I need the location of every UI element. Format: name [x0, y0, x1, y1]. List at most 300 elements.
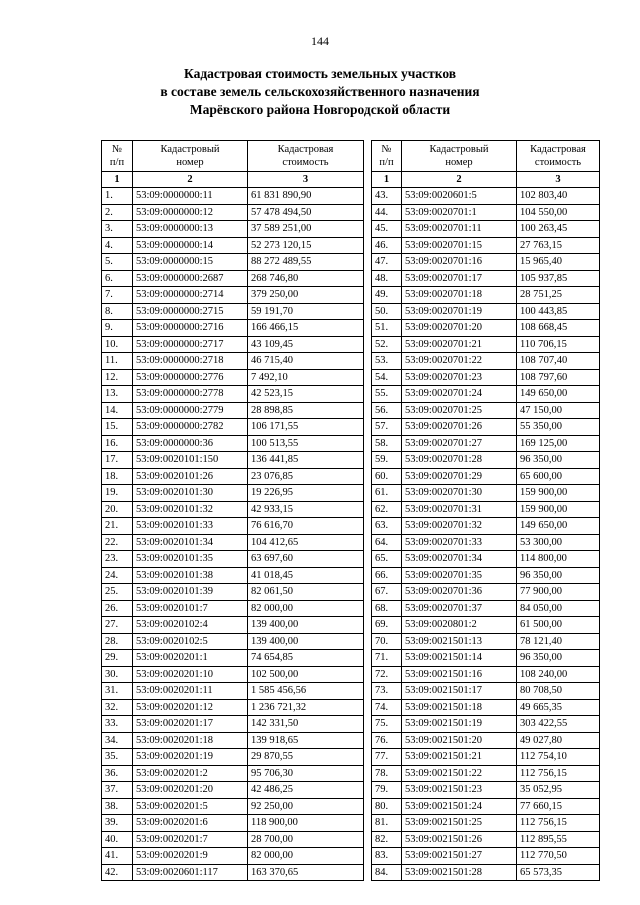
cadastral-number: 53:09:0020201:9 — [133, 848, 248, 865]
cadastral-number: 53:09:0020701:26 — [402, 419, 517, 436]
cadastral-cost: 112 895,55 — [517, 831, 600, 848]
cadastral-number: 53:09:0020701:33 — [402, 534, 517, 551]
cadastral-cost: 149 650,00 — [517, 518, 600, 535]
table-row — [102, 221, 364, 238]
cadastral-cost: 76 616,70 — [248, 518, 364, 535]
cadastral-number: 53:09:0020701:19 — [402, 303, 517, 320]
cadastral-cost: 7 492,10 — [248, 369, 364, 386]
cadastral-cost: 92 250,00 — [248, 798, 364, 815]
row-number: 50. — [372, 303, 402, 320]
table-row — [102, 518, 364, 535]
row-number: 62. — [372, 501, 402, 518]
table-row — [372, 584, 600, 601]
row-number: 81. — [372, 815, 402, 832]
table-row — [372, 188, 600, 205]
table-row — [102, 204, 364, 221]
table-row — [102, 666, 364, 683]
row-number: 60. — [372, 468, 402, 485]
cadastral-cost: 49 665,35 — [517, 699, 600, 716]
column-number-row — [102, 172, 364, 188]
row-number: 53. — [372, 353, 402, 370]
cadastral-number: 53:09:0020701:1 — [402, 204, 517, 221]
cadastral-cost: 102 500,00 — [248, 666, 364, 683]
cadastral-cost: 49 027,80 — [517, 732, 600, 749]
cadastral-number: 53:09:0021501:20 — [402, 732, 517, 749]
cadastral-cost: 108 668,45 — [517, 320, 600, 337]
table-row — [102, 815, 364, 832]
cadastral-cost: 114 800,00 — [517, 551, 600, 568]
row-number: 1. — [102, 188, 133, 205]
row-number: 10. — [102, 336, 133, 353]
cadastral-cost: 77 660,15 — [517, 798, 600, 815]
cadastral-cost: 28 751,25 — [517, 287, 600, 304]
cadastral-table-left — [101, 140, 364, 881]
table-row — [102, 567, 364, 584]
cadastral-number: 53:09:0021501:27 — [402, 848, 517, 865]
cadastral-number: 53:09:0000000:2779 — [133, 402, 248, 419]
row-number: 8. — [102, 303, 133, 320]
row-number: 46. — [372, 237, 402, 254]
cadastral-number: 53:09:0020701:29 — [402, 468, 517, 485]
table-row — [102, 831, 364, 848]
row-number: 68. — [372, 600, 402, 617]
row-number: 48. — [372, 270, 402, 287]
cadastral-cost: 100 263,45 — [517, 221, 600, 238]
cadastral-number: 53:09:0021501:24 — [402, 798, 517, 815]
cadastral-cost: 23 076,85 — [248, 468, 364, 485]
row-number: 55. — [372, 386, 402, 403]
cadastral-number: 53:09:0020101:39 — [133, 584, 248, 601]
cadastral-cost: 118 900,00 — [248, 815, 364, 832]
table-row — [372, 518, 600, 535]
table-row — [372, 650, 600, 667]
cadastral-number: 53:09:0020201:1 — [133, 650, 248, 667]
table-row — [102, 320, 364, 337]
table-row — [102, 600, 364, 617]
table-row — [102, 188, 364, 205]
cadastral-cost: 96 350,00 — [517, 567, 600, 584]
row-number: 41. — [102, 848, 133, 865]
cadastral-cost: 28 700,00 — [248, 831, 364, 848]
row-number: 40. — [102, 831, 133, 848]
colnum-1: 1 — [372, 172, 402, 188]
cadastral-number: 53:09:0020101:38 — [133, 567, 248, 584]
cadastral-number: 53:09:0021501:23 — [402, 782, 517, 799]
table-row — [372, 666, 600, 683]
row-number: 69. — [372, 617, 402, 634]
table-row — [102, 287, 364, 304]
cadastral-cost: 1 585 456,56 — [248, 683, 364, 700]
cadastral-number: 53:09:0020701:24 — [402, 386, 517, 403]
table-row — [372, 749, 600, 766]
cadastral-cost: 42 523,15 — [248, 386, 364, 403]
cadastral-number: 53:09:0020701:37 — [402, 600, 517, 617]
row-number: 70. — [372, 633, 402, 650]
row-number: 18. — [102, 468, 133, 485]
row-number: 19. — [102, 485, 133, 502]
cadastral-number: 53:09:0000000:14 — [133, 237, 248, 254]
cadastral-cost: 61 831 890,90 — [248, 188, 364, 205]
cadastral-cost: 268 746,80 — [248, 270, 364, 287]
row-number: 61. — [372, 485, 402, 502]
cadastral-number: 53:09:0021501:22 — [402, 765, 517, 782]
cadastral-number: 53:09:0020201:2 — [133, 765, 248, 782]
table-row — [372, 782, 600, 799]
row-number: 4. — [102, 237, 133, 254]
cadastral-number: 53:09:0021501:13 — [402, 633, 517, 650]
cadastral-cost: 112 754,10 — [517, 749, 600, 766]
cadastral-number: 53:09:0020201:11 — [133, 683, 248, 700]
table-row — [102, 749, 364, 766]
cadastral-number: 53:09:0020701:31 — [402, 501, 517, 518]
header-cadastral-cost: Кадастровая стоимость — [248, 141, 364, 172]
row-number: 39. — [102, 815, 133, 832]
cadastral-cost: 163 370,65 — [248, 864, 364, 881]
row-number: 71. — [372, 650, 402, 667]
row-number: 26. — [102, 600, 133, 617]
header-cadastral-number: Кадастровый номер — [402, 141, 517, 172]
colnum-1: 1 — [102, 172, 133, 188]
row-number: 22. — [102, 534, 133, 551]
cadastral-number: 53:09:0020701:27 — [402, 435, 517, 452]
cadastral-number: 53:09:0020201:17 — [133, 716, 248, 733]
row-number: 80. — [372, 798, 402, 815]
title-line-2: в составе земель сельскохозяйственного назначения — [160, 84, 480, 99]
cadastral-cost: 78 121,40 — [517, 633, 600, 650]
table-row — [372, 221, 600, 238]
row-number: 6. — [102, 270, 133, 287]
cadastral-cost: 96 350,00 — [517, 452, 600, 469]
cadastral-cost: 55 350,00 — [517, 419, 600, 436]
table-row — [372, 452, 600, 469]
row-number: 25. — [102, 584, 133, 601]
cadastral-number: 53:09:0021501:25 — [402, 815, 517, 832]
header-cadastral-number: Кадастровый номер — [133, 141, 248, 172]
table-row — [102, 864, 364, 881]
table-row — [102, 336, 364, 353]
cadastral-number: 53:09:0020101:26 — [133, 468, 248, 485]
table-row — [102, 551, 364, 568]
cadastral-cost: 169 125,00 — [517, 435, 600, 452]
table-row — [372, 336, 600, 353]
table-row — [102, 765, 364, 782]
cadastral-number: 53:09:0021501:19 — [402, 716, 517, 733]
table-row — [102, 270, 364, 287]
table-row — [102, 435, 364, 452]
cadastral-number: 53:09:0020701:22 — [402, 353, 517, 370]
table-row — [372, 501, 600, 518]
table-row — [372, 699, 600, 716]
cadastral-number: 53:09:0020201:18 — [133, 732, 248, 749]
cadastral-cost: 82 000,00 — [248, 848, 364, 865]
table-row — [102, 650, 364, 667]
cadastral-number: 53:09:0020101:33 — [133, 518, 248, 535]
cadastral-cost: 47 150,00 — [517, 402, 600, 419]
cadastral-number: 53:09:0020101:34 — [133, 534, 248, 551]
row-number: 76. — [372, 732, 402, 749]
colnum-3: 3 — [248, 172, 364, 188]
row-number: 65. — [372, 551, 402, 568]
row-number: 5. — [102, 254, 133, 271]
row-number: 20. — [102, 501, 133, 518]
cadastral-cost: 166 466,15 — [248, 320, 364, 337]
cadastral-cost: 95 706,30 — [248, 765, 364, 782]
cadastral-cost: 139 400,00 — [248, 617, 364, 634]
row-number: 11. — [102, 353, 133, 370]
table-row — [102, 798, 364, 815]
cadastral-number: 53:09:0020701:11 — [402, 221, 517, 238]
cadastral-cost: 106 171,55 — [248, 419, 364, 436]
row-number: 15. — [102, 419, 133, 436]
table-row — [372, 815, 600, 832]
row-number: 32. — [102, 699, 133, 716]
cadastral-number: 53:09:0020601:5 — [402, 188, 517, 205]
cadastral-number: 53:09:0020201:10 — [133, 666, 248, 683]
colnum-2: 2 — [402, 172, 517, 188]
cadastral-cost: 1 236 721,32 — [248, 699, 364, 716]
cadastral-number: 53:09:0020701:20 — [402, 320, 517, 337]
cadastral-number: 53:09:0020101:30 — [133, 485, 248, 502]
cadastral-number: 53:09:0020701:28 — [402, 452, 517, 469]
cadastral-number: 53:09:0000000:2778 — [133, 386, 248, 403]
cadastral-number: 53:09:0020201:12 — [133, 699, 248, 716]
cadastral-number: 53:09:0021501:16 — [402, 666, 517, 683]
row-number: 47. — [372, 254, 402, 271]
cadastral-number: 53:09:0021501:21 — [402, 749, 517, 766]
header-row — [102, 141, 364, 172]
title-line-1: Кадастровая стоимость земельных участков — [183, 66, 457, 81]
cadastral-number: 53:09:0020201:20 — [133, 782, 248, 799]
cadastral-number: 53:09:0021501:26 — [402, 831, 517, 848]
table-row — [372, 270, 600, 287]
table-row — [372, 848, 600, 865]
header-no: № п/п — [372, 141, 402, 172]
cadastral-cost: 65 573,35 — [517, 864, 600, 881]
cadastral-number: 53:09:0020601:117 — [133, 864, 248, 881]
cadastral-number: 53:09:0020102:4 — [133, 617, 248, 634]
table-row — [372, 369, 600, 386]
cadastral-cost: 108 707,40 — [517, 353, 600, 370]
table-row — [102, 584, 364, 601]
row-number: 83. — [372, 848, 402, 865]
table-row — [102, 419, 364, 436]
cadastral-cost: 15 965,40 — [517, 254, 600, 271]
table-row — [102, 468, 364, 485]
table-row — [372, 320, 600, 337]
cadastral-cost: 28 898,85 — [248, 402, 364, 419]
table-row — [102, 534, 364, 551]
row-number: 82. — [372, 831, 402, 848]
table-row — [102, 617, 364, 634]
table-row — [372, 386, 600, 403]
cadastral-cost: 59 191,70 — [248, 303, 364, 320]
cadastral-cost: 379 250,00 — [248, 287, 364, 304]
cadastral-table-right — [371, 140, 600, 881]
cadastral-number: 53:09:0020101:35 — [133, 551, 248, 568]
table-row — [372, 716, 600, 733]
colnum-2: 2 — [133, 172, 248, 188]
cadastral-number: 53:09:0000000:13 — [133, 221, 248, 238]
cadastral-number: 53:09:0020701:35 — [402, 567, 517, 584]
table-row — [102, 386, 364, 403]
cadastral-number: 53:09:0000000:2716 — [133, 320, 248, 337]
row-number: 42. — [102, 864, 133, 881]
cadastral-number: 53:09:0020701:32 — [402, 518, 517, 535]
row-number: 33. — [102, 716, 133, 733]
cadastral-number: 53:09:0020801:2 — [402, 617, 517, 634]
cadastral-cost: 88 272 489,55 — [248, 254, 364, 271]
cadastral-number: 53:09:0000000:2717 — [133, 336, 248, 353]
cadastral-cost: 63 697,60 — [248, 551, 364, 568]
cadastral-cost: 142 331,50 — [248, 716, 364, 733]
cadastral-cost: 112 756,15 — [517, 815, 600, 832]
cadastral-cost: 29 870,55 — [248, 749, 364, 766]
table-row — [372, 237, 600, 254]
table-row — [102, 699, 364, 716]
row-number: 31. — [102, 683, 133, 700]
row-number: 35. — [102, 749, 133, 766]
row-number: 56. — [372, 402, 402, 419]
row-number: 24. — [102, 567, 133, 584]
row-number: 67. — [372, 584, 402, 601]
cadastral-cost: 102 803,40 — [517, 188, 600, 205]
cadastral-number: 53:09:0020101:32 — [133, 501, 248, 518]
row-number: 12. — [102, 369, 133, 386]
cadastral-number: 53:09:0020701:21 — [402, 336, 517, 353]
page-number: 144 — [311, 34, 329, 48]
row-number: 16. — [102, 435, 133, 452]
row-number: 63. — [372, 518, 402, 535]
cadastral-cost: 46 715,40 — [248, 353, 364, 370]
cadastral-number: 53:09:0000000:2714 — [133, 287, 248, 304]
table-row — [372, 732, 600, 749]
cadastral-cost: 108 797,60 — [517, 369, 600, 386]
cadastral-number: 53:09:0020201:6 — [133, 815, 248, 832]
cadastral-number: 53:09:0021501:18 — [402, 699, 517, 716]
cadastral-cost: 104 550,00 — [517, 204, 600, 221]
cadastral-cost: 41 018,45 — [248, 567, 364, 584]
row-number: 38. — [102, 798, 133, 815]
table-row — [372, 435, 600, 452]
row-number: 54. — [372, 369, 402, 386]
table-row — [372, 254, 600, 271]
row-number: 77. — [372, 749, 402, 766]
cadastral-cost: 105 937,85 — [517, 270, 600, 287]
row-number: 57. — [372, 419, 402, 436]
table-row — [102, 237, 364, 254]
table-row — [102, 485, 364, 502]
row-number: 3. — [102, 221, 133, 238]
cadastral-number: 53:09:0020701:34 — [402, 551, 517, 568]
table-row — [372, 353, 600, 370]
cadastral-number: 53:09:0020101:7 — [133, 600, 248, 617]
cadastral-cost: 100 443,85 — [517, 303, 600, 320]
cadastral-cost: 108 240,00 — [517, 666, 600, 683]
cadastral-number: 53:09:0021501:14 — [402, 650, 517, 667]
cadastral-cost: 112 770,50 — [517, 848, 600, 865]
cadastral-number: 53:09:0020701:36 — [402, 584, 517, 601]
cadastral-cost: 82 061,50 — [248, 584, 364, 601]
cadastral-cost: 104 412,65 — [248, 534, 364, 551]
row-number: 34. — [102, 732, 133, 749]
cadastral-cost: 74 654,85 — [248, 650, 364, 667]
row-number: 36. — [102, 765, 133, 782]
row-number: 29. — [102, 650, 133, 667]
table-row — [102, 254, 364, 271]
table-row — [372, 204, 600, 221]
row-number: 17. — [102, 452, 133, 469]
cadastral-number: 53:09:0020701:23 — [402, 369, 517, 386]
table-row — [102, 683, 364, 700]
cadastral-number: 53:09:0000000:11 — [133, 188, 248, 205]
table-row — [372, 617, 600, 634]
row-number: 30. — [102, 666, 133, 683]
cadastral-number: 53:09:0000000:36 — [133, 435, 248, 452]
row-number: 78. — [372, 765, 402, 782]
table-row — [102, 303, 364, 320]
cadastral-cost: 53 300,00 — [517, 534, 600, 551]
cadastral-number: 53:09:0020701:17 — [402, 270, 517, 287]
cadastral-number: 53:09:0020701:18 — [402, 287, 517, 304]
table-row — [102, 782, 364, 799]
cadastral-cost: 82 000,00 — [248, 600, 364, 617]
row-number: 72. — [372, 666, 402, 683]
table-row — [102, 369, 364, 386]
table-row — [102, 402, 364, 419]
cadastral-cost: 303 422,55 — [517, 716, 600, 733]
cadastral-number: 53:09:0020701:16 — [402, 254, 517, 271]
table-row — [372, 402, 600, 419]
cadastral-number: 53:09:0000000:2718 — [133, 353, 248, 370]
table-row — [372, 600, 600, 617]
table-row — [102, 633, 364, 650]
row-number: 64. — [372, 534, 402, 551]
table-row — [372, 831, 600, 848]
cadastral-cost: 96 350,00 — [517, 650, 600, 667]
cadastral-number: 53:09:0000000:12 — [133, 204, 248, 221]
cadastral-number: 53:09:0000000:2715 — [133, 303, 248, 320]
row-number: 43. — [372, 188, 402, 205]
table-row — [102, 353, 364, 370]
document-title — [0, 65, 640, 119]
table-row — [102, 716, 364, 733]
cadastral-number: 53:09:0000000:2776 — [133, 369, 248, 386]
cadastral-cost: 61 500,00 — [517, 617, 600, 634]
cadastral-number: 53:09:0000000:2687 — [133, 270, 248, 287]
row-number: 27. — [102, 617, 133, 634]
row-number: 37. — [102, 782, 133, 799]
cadastral-cost: 42 933,15 — [248, 501, 364, 518]
table-row — [372, 864, 600, 881]
table-row — [102, 848, 364, 865]
table-row — [372, 683, 600, 700]
row-number: 59. — [372, 452, 402, 469]
table-row — [372, 468, 600, 485]
row-number: 74. — [372, 699, 402, 716]
cadastral-cost: 110 706,15 — [517, 336, 600, 353]
row-number: 44. — [372, 204, 402, 221]
table-row — [372, 419, 600, 436]
colnum-3: 3 — [517, 172, 600, 188]
cadastral-cost: 139 918,65 — [248, 732, 364, 749]
cadastral-cost: 136 441,85 — [248, 452, 364, 469]
table-row — [372, 485, 600, 502]
cadastral-number: 53:09:0000000:2782 — [133, 419, 248, 436]
cadastral-cost: 27 763,15 — [517, 237, 600, 254]
row-number: 45. — [372, 221, 402, 238]
table-row — [102, 732, 364, 749]
table-row — [372, 633, 600, 650]
